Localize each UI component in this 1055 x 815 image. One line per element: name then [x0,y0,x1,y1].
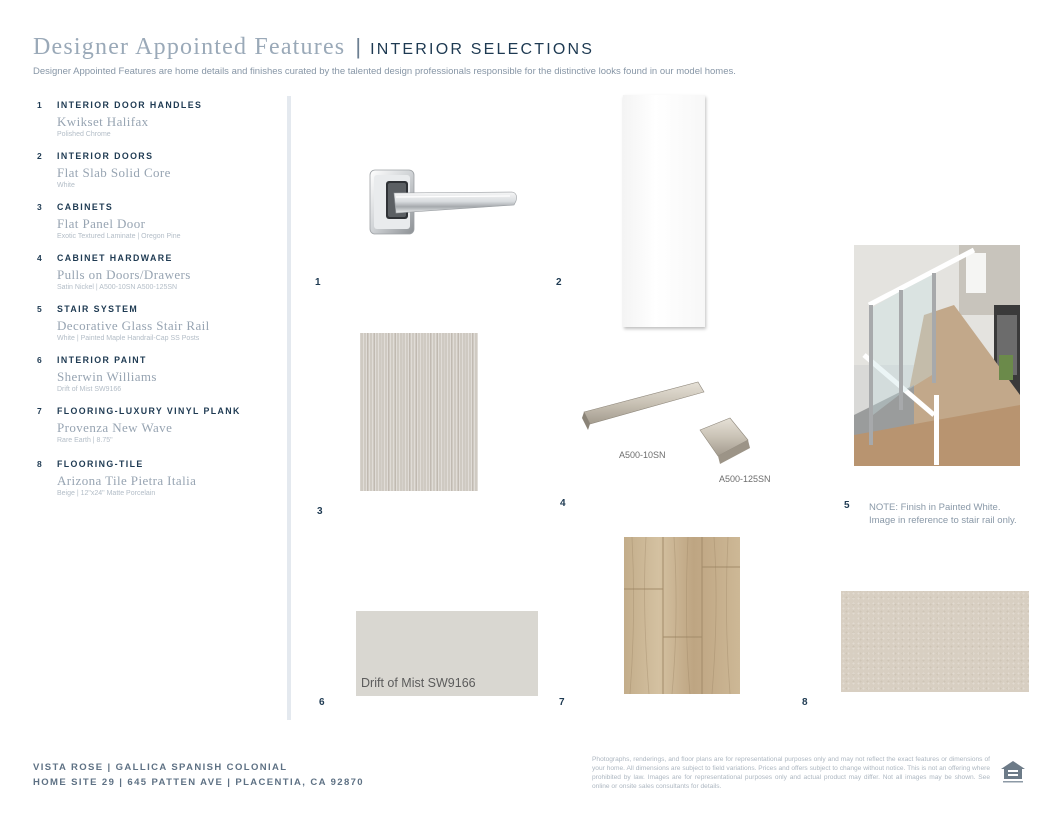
title-separator: | [355,34,362,59]
feature-detail: Rare Earth | 8.75" [57,437,113,444]
cabinet-laminate-swatch [360,333,478,491]
image-number-1: 1 [315,277,321,288]
image-number-6: 6 [319,697,325,708]
feature-name: Sherwin Williams [57,369,157,384]
section-title: INTERIOR SELECTIONS [370,41,595,58]
address-line: HOME SITE 29 | 645 PATTEN AVE | PLACENTIA, CA 92870 [33,777,364,788]
feature-item-doors [37,151,277,189]
feature-item-stair-system [37,304,277,342]
feature-category: INTERIOR PAINT [57,355,147,365]
equal-housing-icon [1000,760,1026,784]
feature-detail: White | Painted Maple Handrail-Cap SS Posts [57,335,200,342]
paint-swatch-label: Drift of Mist SW9166 [361,676,476,690]
community-info [33,760,364,790]
feature-category: CABINETS [57,202,114,212]
feature-detail: White [57,182,75,189]
pull-label-a500-10sn: A500-10SN [619,450,666,460]
feature-detail: Satin Nickel | A500-10SN A500-125SN [57,284,178,291]
white-door-image [623,95,705,327]
legal-disclaimer: Photographs, renderings, and floor plans are for representational purposes only and may not reflect the exact features or dimensions of your home. All dimensions are subject to field variations. Prices and offers subject to change without notice. This is not an offering where prohibited by law. Images are for representational purposes only and actual product may differ. Not all images may be shown. See online or onsite sales consultants for details. [592,756,990,790]
feature-name: Flat Panel Door [57,216,146,231]
image-number-5: 5 [844,500,850,511]
feature-name: Pulls on Doors/Drawers [57,267,191,282]
image-number-2: 2 [556,277,562,288]
feature-category: INTERIOR DOORS [57,151,154,161]
porcelain-tile-swatch [841,591,1029,692]
paint-swatch [356,611,538,696]
feature-number: 1 [37,100,42,110]
feature-name: Kwikset Halifax [57,114,149,129]
feature-number: 8 [37,459,42,469]
cabinet-pulls-image [580,378,780,488]
feature-name: Decorative Glass Stair Rail [57,318,210,333]
feature-detail: Drift of Mist SW9166 [57,386,122,393]
feature-detail: Exotic Textured Laminate | Oregon Pine [57,233,181,240]
feature-name: Arizona Tile Pietra Italia [57,473,197,488]
feature-item-interior-paint [37,355,277,393]
vertical-divider [287,96,291,720]
door-handle-image [364,165,519,240]
feature-category: STAIR SYSTEM [57,304,139,314]
feature-item-cabinet-hardware [37,253,277,291]
feature-number: 7 [37,406,42,416]
feature-category: INTERIOR DOOR HANDLES [57,100,203,110]
feature-item-tile [37,459,277,497]
image-number-4: 4 [560,498,566,509]
feature-number: 5 [37,304,42,314]
feature-detail: Beige | 12"x24" Matte Porcelain [57,490,156,497]
feature-category: FLOORING-TILE [57,459,144,469]
feature-name: Flat Slab Solid Core [57,165,171,180]
community-line: VISTA ROSE | GALLICA SPANISH COLONIAL [33,762,288,773]
stair-rail-note: NOTE: Finish in Painted White. Image in reference to stair rail only. [869,502,1017,526]
page-subtitle: Designer Appointed Features are home details and finishes curated by the talented design professionals responsible for the distinctive looks found in our model homes. [33,66,736,77]
feature-name: Provenza New Wave [57,420,173,435]
feature-category: CABINET HARDWARE [57,253,173,263]
stair-rail-photo [854,245,1020,466]
feature-number: 4 [37,253,42,263]
pull-label-a500-125sn: A500-125SN [719,474,771,484]
feature-item-cabinets [37,202,277,240]
image-number-7: 7 [559,697,565,708]
image-number-8: 8 [802,697,808,708]
feature-item-door-handles [37,100,277,138]
feature-number: 6 [37,355,42,365]
feature-number: 3 [37,202,42,212]
vinyl-plank-swatch [624,537,740,694]
feature-category: FLOORING-LUXURY VINYL PLANK [57,406,241,416]
page-title: Designer Appointed Features [33,34,346,60]
image-number-3: 3 [317,506,323,517]
feature-item-vinyl-plank [37,406,277,444]
feature-detail: Polished Chrome [57,131,111,138]
page-header [33,34,594,64]
feature-number: 2 [37,151,42,161]
